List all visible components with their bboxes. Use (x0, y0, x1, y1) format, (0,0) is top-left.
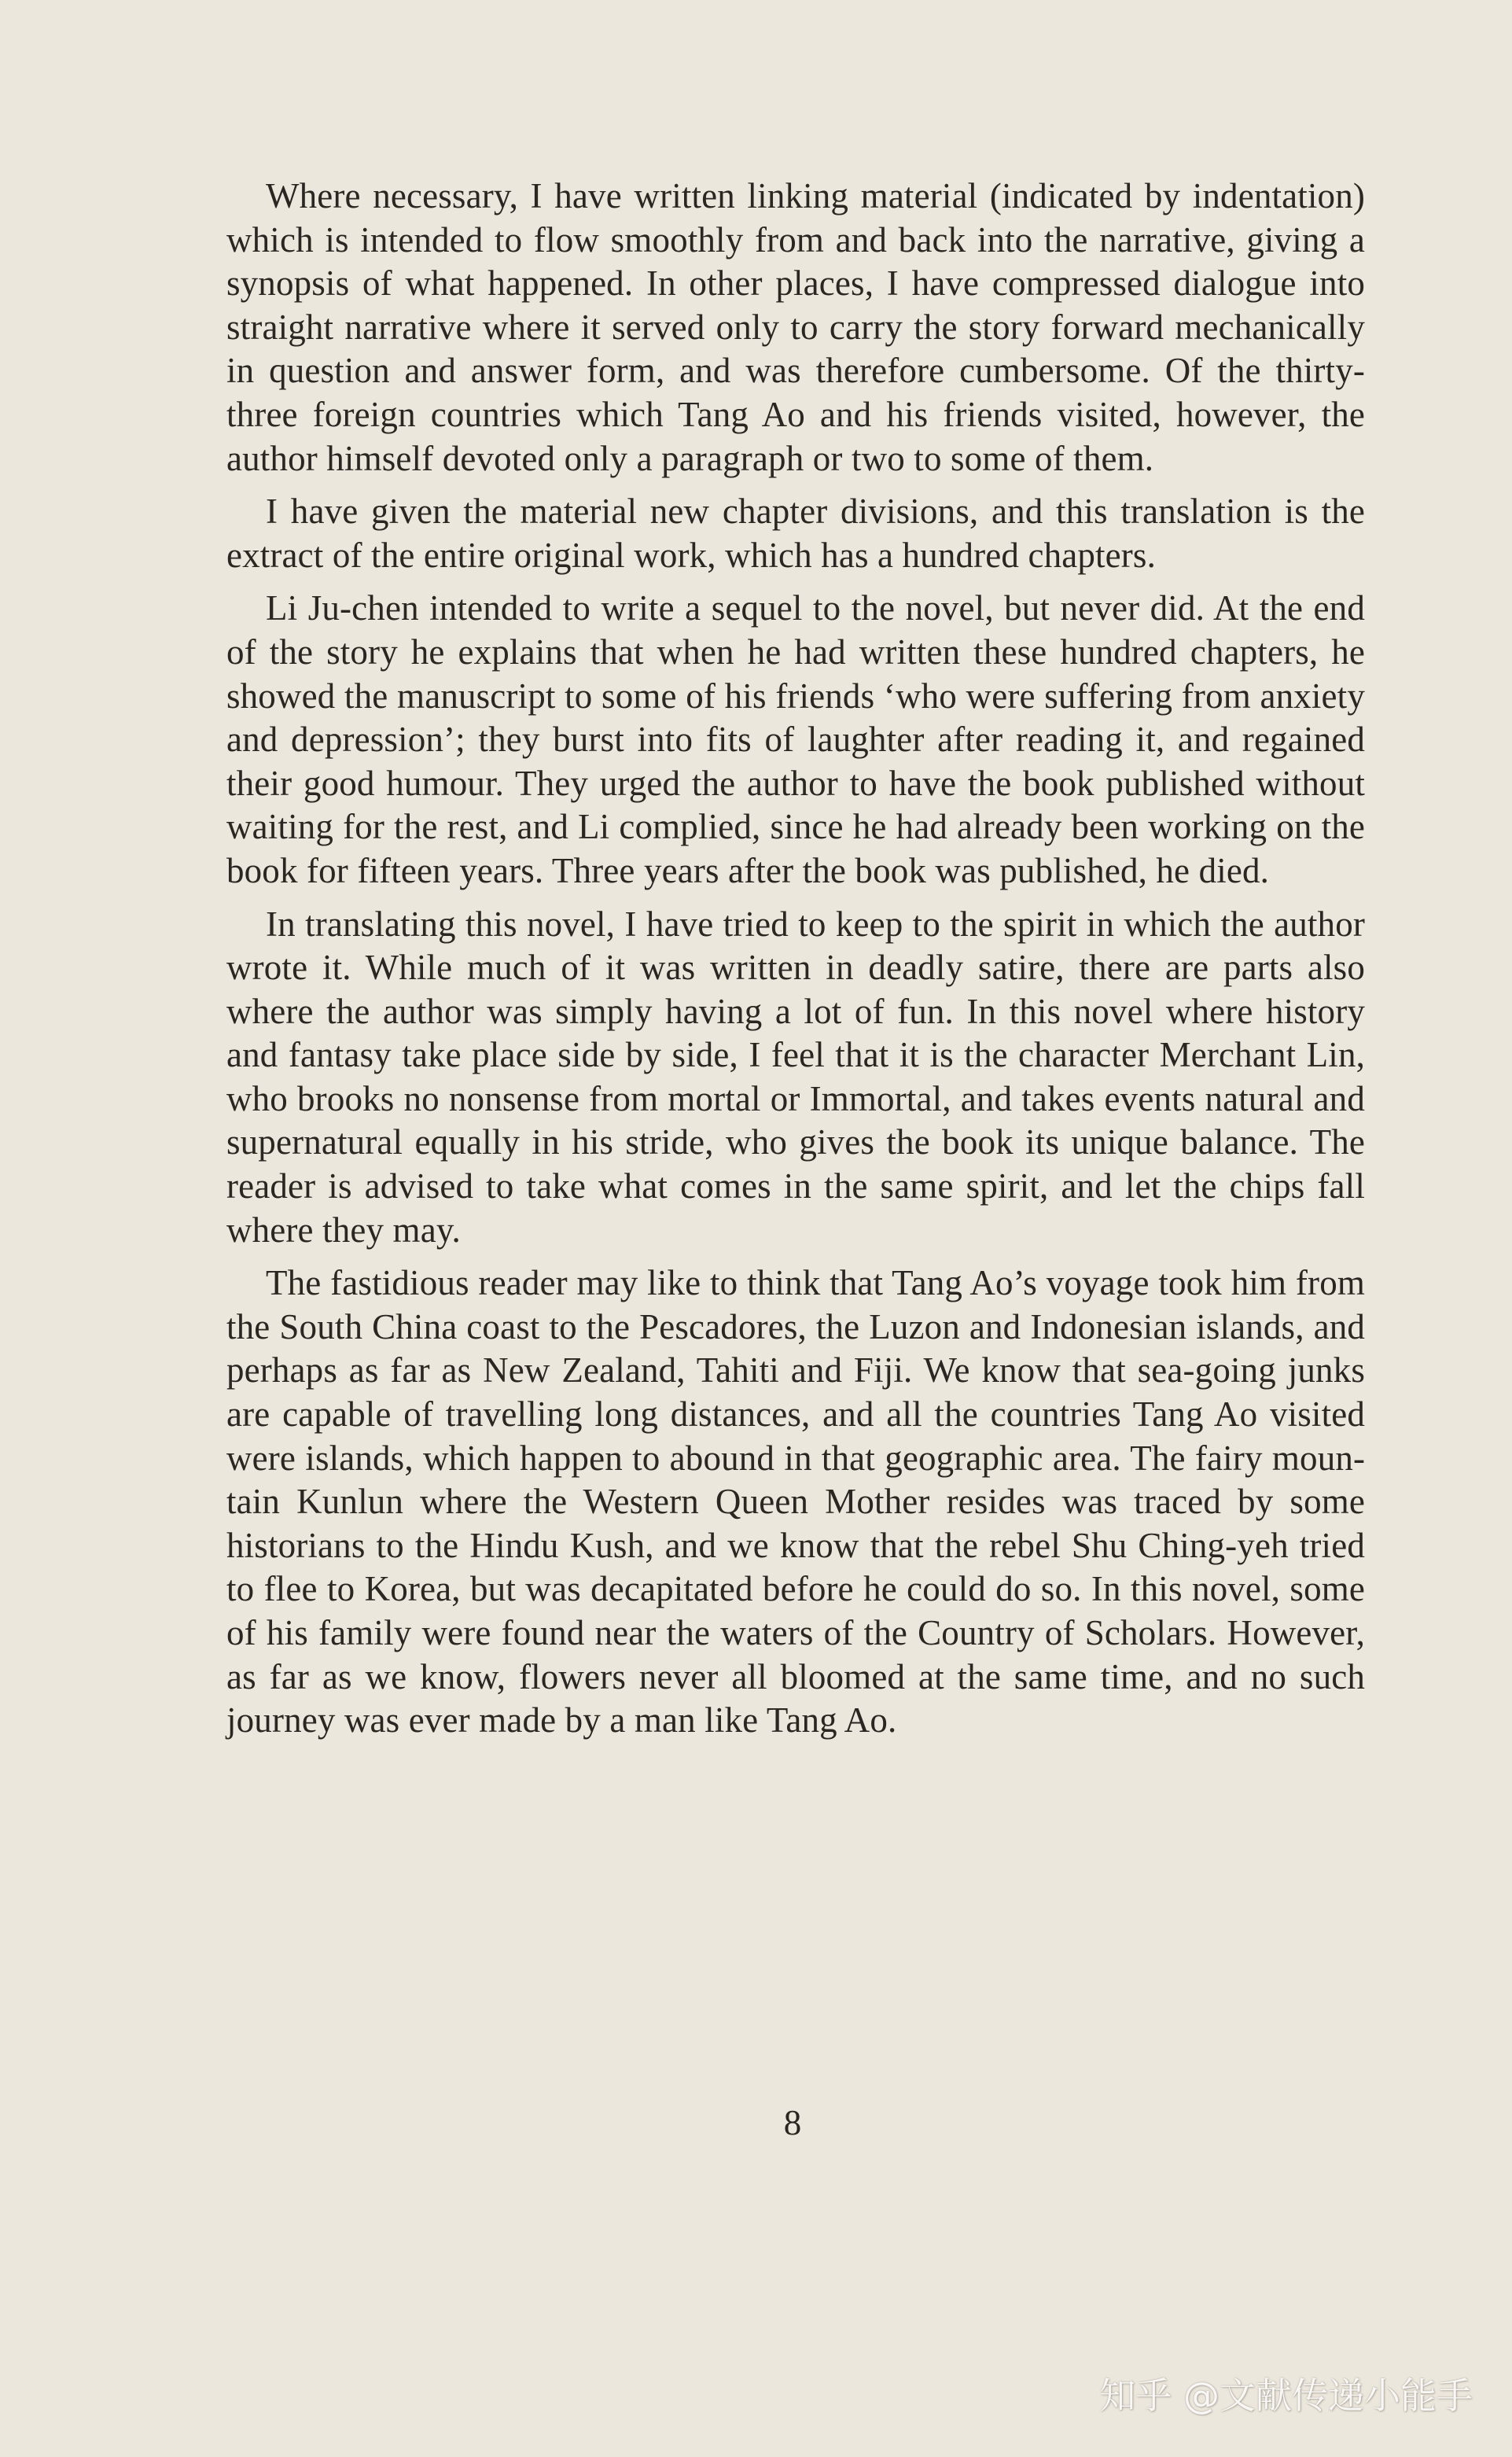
paragraph-chapter-divisions: I have given the material new chapter divisions, and this translation is the extract of the entire original work, which has a hundred chapters. (226, 492, 1365, 575)
page-number: 8 (783, 2103, 802, 2142)
body-text (226, 175, 1365, 1752)
paragraph-translating: In translating this novel, I have tried to keep to the spirit in which the author wrote it. While much of it was written in deadly satire, there are parts also where the author was simply having a lot of fun. In this novel where history and fantasy take place side by side, I feel that it is the character Merchant Lin, who brooks no nonsense from mortal or Immortal, and takes events natural and supernatural equally in his stride, who gives the book its unique balance. The reader is advised to take what comes in the same spirit, and let the chips fall where they may. (226, 904, 1365, 1250)
paragraph-sequel: Li Ju-chen intended to write a sequel to the novel, but never did. At the end of the story he explains that when he had written these hundred chapters, he showed the manuscript to some of his friends ‘who were suffering from anxiety and depression’; they burst into fits of laughter after reading it, and regained their good humour. They urged the author to have the book published without waiting for the rest, and Li complied, since he had already been working on the book for fifteen years. Three years after the book was published, he died. (226, 588, 1365, 890)
paragraph-linking-material: Where necessary, I have written linking material (indicated by indentation) which is intended to flow smoothly from and back into the narrative, giving a synopsis of what happened. In other places, I have compressed dialogue into straight narrative where it served only to carry the story forward mechanically in question and answer form, and was therefore cumbersome. Of the thirty-three foreign countries which Tang Ao and his friends visited, however, the author himself devoted only a paragraph or two to some of them. (226, 176, 1365, 478)
watermark: 知乎 @文献传递小能手 (1099, 2374, 1473, 2417)
paragraph-voyage: The fastidious reader may like to think that Tang Ao’s voyage took him from the South China coast to the Pescadores, the Luzon and Indonesian islands, and perhaps as far as New Zealand, Tahiti and Fiji. We know that sea-going junks are capable of travelling long distances, and all the countries Tang Ao visited were islands, which happen to abound in that geographic area. The fairy mountain Kunlun where the Western Queen Mother resides was traced by some historians to the Hindu Kush, and we know that the rebel Shu Ching-yeh tried to flee to Korea, but was decapitated before he could do so. In this novel, some of his family were found near the waters of the Country of Scholars. However, as far as we know, flowers never all bloomed at the same time, and no such journey was ever made by a man like Tang Ao. (226, 1263, 1365, 1741)
